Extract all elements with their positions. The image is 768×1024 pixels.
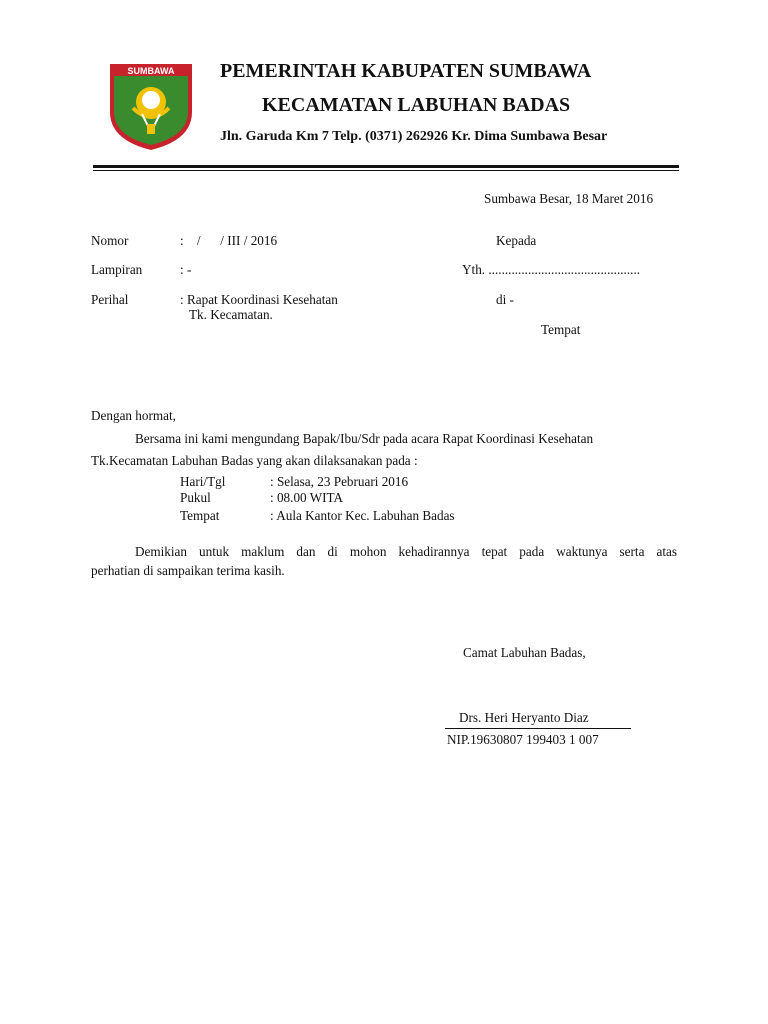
detail-value: : Aula Kantor Kec. Labuhan Badas <box>270 508 455 523</box>
signatory-nip: NIP.19630807 199403 1 007 <box>447 732 599 747</box>
letterhead-rule-thin <box>93 170 679 171</box>
signatory-name: Drs. Heri Heryanto Diaz <box>459 710 589 725</box>
district-name: KECAMATAN LABUHAN BADAS <box>262 94 571 116</box>
closing-paragraph <box>91 542 677 580</box>
closing-line-2: perhatian di sampaikan terima kasih. <box>91 563 285 578</box>
agency-name: PEMERINTAH KABUPATEN SUMBAWA <box>220 60 592 82</box>
detail-value: : Selasa, 23 Pebruari 2016 <box>270 474 409 489</box>
recipient-di: di - <box>496 292 514 307</box>
recipient-yth: Yth. .............................................. <box>462 262 641 277</box>
detail-label: Hari/Tgl <box>180 474 226 489</box>
detail-label: Pukul <box>180 490 211 505</box>
date-place: Sumbawa Besar, 18 Maret 2016 <box>484 191 654 206</box>
perihal-label: Perihal <box>91 292 129 307</box>
letterhead-rule-thick <box>93 165 679 168</box>
nomor-value: : / / III / 2016 <box>180 233 278 248</box>
signature-title: Camat Labuhan Badas, <box>463 645 586 660</box>
agency-address: Jln. Garuda Km 7 Telp. (0371) 262926 Kr. Dima Sumbawa Besar <box>220 129 608 144</box>
intro-line-1: Bersama ini kami mengundang Bapak/Ibu/Sdr pada acara Rapat Koordinasi Kesehatan <box>135 431 594 446</box>
sumbawa-seal-logo <box>108 62 194 152</box>
lampiran-label: Lampiran <box>91 262 143 277</box>
logo-text: SUMBAWA <box>127 66 175 76</box>
closing-line-1: Demikian untuk maklum dan di mohon kehadirannya tepat pada waktunya serta atas <box>135 544 677 559</box>
perihal-value-line2: Tk. Kecamatan. <box>189 307 273 322</box>
recipient-tempat: Tempat <box>541 322 581 337</box>
perihal-value: : Rapat Koordinasi Kesehatan <box>180 292 338 307</box>
lampiran-value: : - <box>180 262 192 277</box>
recipient-kepada: Kepada <box>496 233 537 248</box>
salutation: Dengan hormat, <box>91 408 176 423</box>
intro-line-2: Tk.Kecamatan Labuhan Badas yang akan dilaksanakan pada : <box>91 453 418 468</box>
nomor-label: Nomor <box>91 233 129 248</box>
signature-underline <box>445 728 631 729</box>
detail-label: Tempat <box>180 508 220 523</box>
detail-value: : 08.00 WITA <box>270 490 344 505</box>
